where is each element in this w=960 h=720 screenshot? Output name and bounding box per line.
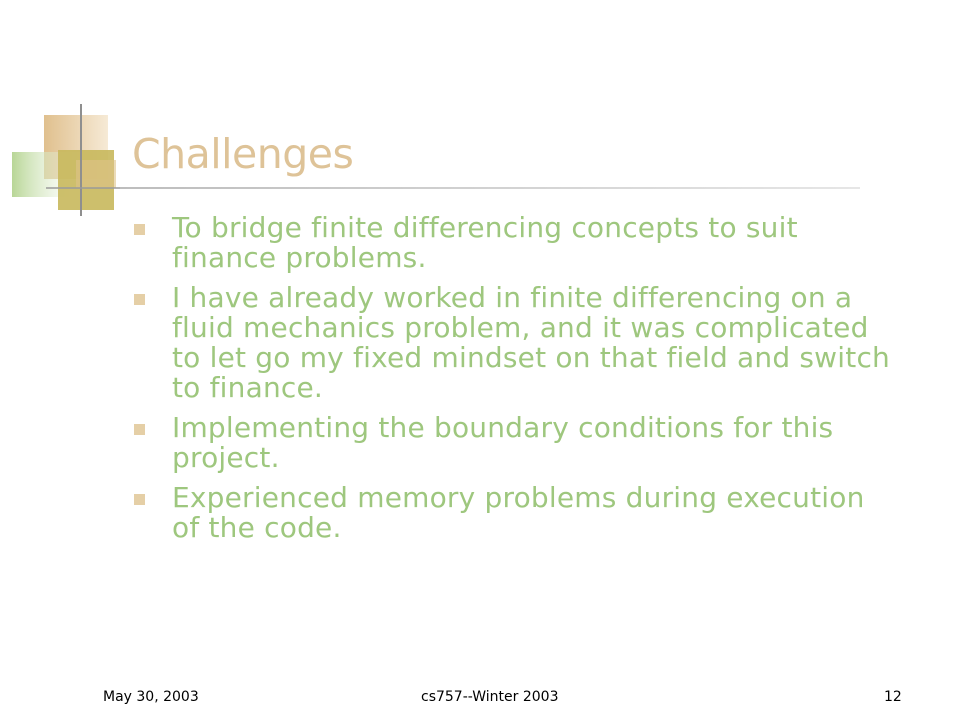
accent-square-green <box>12 152 92 197</box>
list-item <box>134 283 894 403</box>
slide-number: 12 <box>884 689 902 705</box>
list-item <box>134 413 894 473</box>
title-divider-rule <box>120 187 860 189</box>
bullet-text: Implementing the boundary conditions for this project. <box>172 411 834 474</box>
bullet-list <box>134 213 894 553</box>
bullet-text: To bridge finite differencing concepts to suit finance problems. <box>172 211 798 274</box>
accent-square-tan <box>44 115 108 179</box>
bullet-text: I have already worked in finite differencing on a fluid mechanics problem, and it was complicated to let go my fixed mindset on that field and switch to finance. <box>172 281 890 404</box>
square-bullet-icon <box>134 294 145 305</box>
accent-square-tan-overlay <box>76 160 116 188</box>
bullet-text: Experienced memory problems during execution of the code. <box>172 481 865 544</box>
square-bullet-icon <box>134 224 145 235</box>
list-item <box>134 213 894 273</box>
list-item <box>134 483 894 543</box>
accent-square-olive <box>58 150 114 210</box>
slide-title: Challenges <box>132 130 354 178</box>
square-bullet-icon <box>134 424 145 435</box>
footer-course: cs757--Winter 2003 <box>421 689 559 705</box>
footer-date: May 30, 2003 <box>103 689 199 705</box>
square-bullet-icon <box>134 494 145 505</box>
